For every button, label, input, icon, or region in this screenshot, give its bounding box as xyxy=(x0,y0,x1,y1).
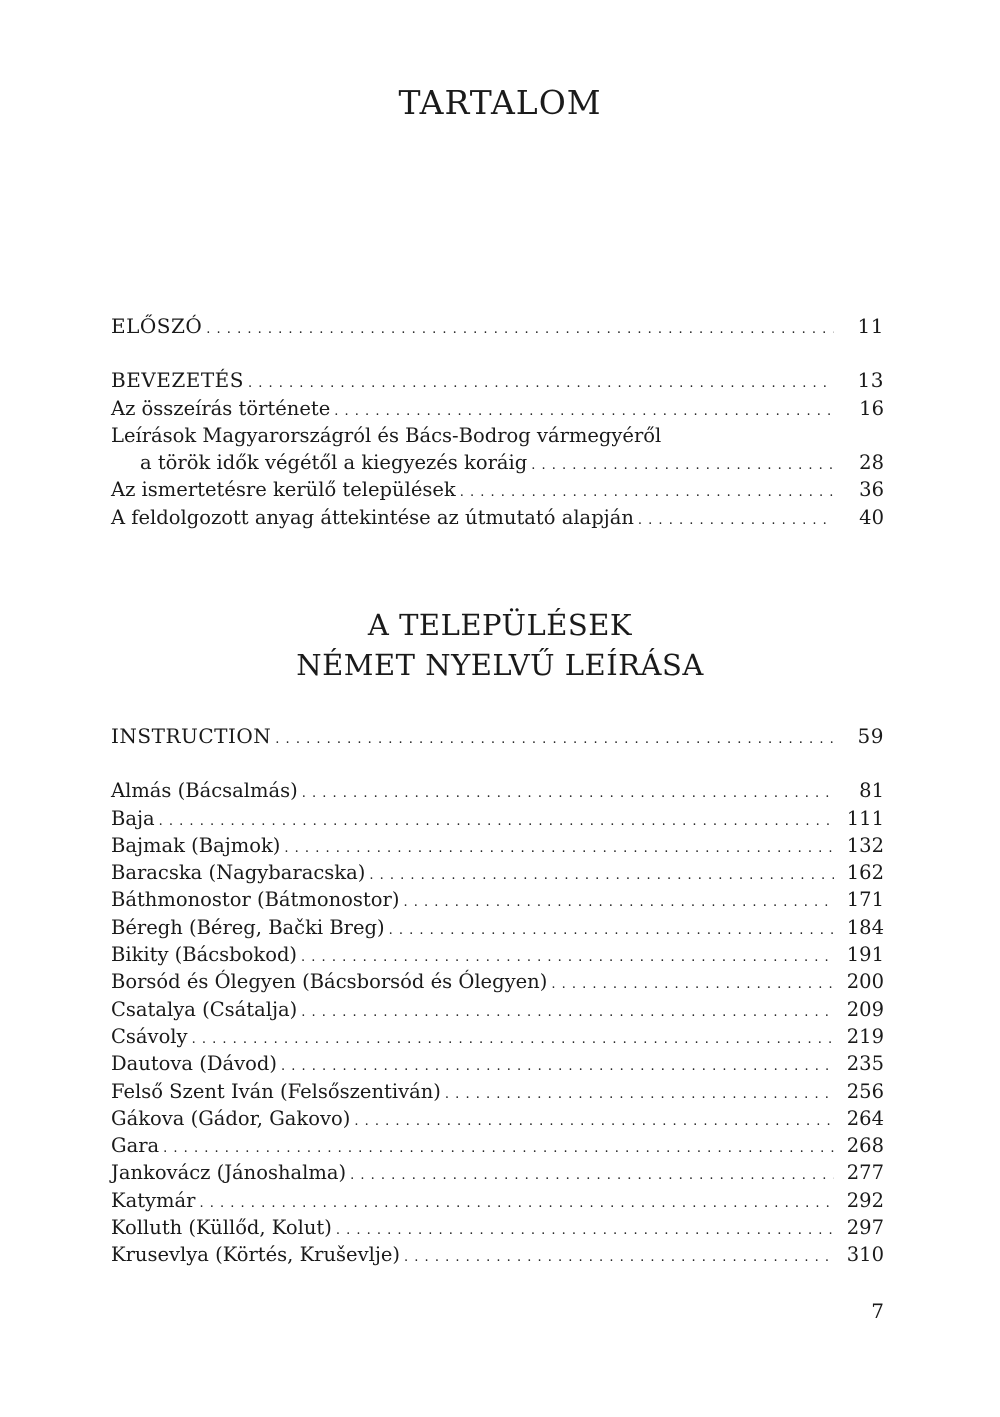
dot-leader xyxy=(404,1244,834,1271)
dot-leader xyxy=(551,971,834,998)
toc-entry-instruction[interactable] xyxy=(111,723,884,750)
toc-entry-label: Katymár xyxy=(111,1188,196,1212)
toc-entry-leirasok-line1[interactable] xyxy=(111,422,884,449)
dot-leader xyxy=(206,316,834,343)
toc-entry-page: 40 xyxy=(859,505,884,529)
toc-entry[interactable] xyxy=(111,886,884,913)
toc-entry-label: Az összeírás története xyxy=(111,396,331,420)
toc-entry-page: 310 xyxy=(846,1243,884,1267)
toc-entry[interactable] xyxy=(111,1241,884,1268)
toc-entry-page: 200 xyxy=(846,970,884,994)
toc-entry-label: Leírások Magyarországról és Bács-Bodrog vármegyéről xyxy=(111,423,662,447)
toc-entry-label: Baja xyxy=(111,806,155,830)
dot-leader xyxy=(281,1053,834,1080)
toc-entry-attekintes[interactable] xyxy=(111,504,884,531)
toc-entry-label: Gákova (Gádor, Gakovo) xyxy=(111,1106,351,1130)
toc-entry-label: A feldolgozott anyag áttekintése az útmutató alapján xyxy=(111,505,634,529)
dot-leader xyxy=(301,944,834,971)
toc-entry-label: Bajmak (Bajmok) xyxy=(111,833,281,857)
toc-entry-eloszo[interactable] xyxy=(111,313,884,340)
toc-entry-label: Baracska (Nagybaracska) xyxy=(111,861,366,885)
toc-entry-telepulesek[interactable] xyxy=(111,476,884,503)
toc-entry-label: Dautova (Dávod) xyxy=(111,1052,277,1076)
toc-entry[interactable] xyxy=(111,805,884,832)
toc-entry[interactable] xyxy=(111,1078,884,1105)
toc-entry-label: Báthmonostor (Bátmonostor) xyxy=(111,888,400,912)
dot-leader xyxy=(199,1190,834,1217)
dot-leader xyxy=(403,889,834,916)
toc-entry-label: Bikity (Bácsbokod) xyxy=(111,943,298,967)
toc-entry-label: Az ismertetésre kerülő települések xyxy=(111,478,456,502)
toc-entry-label: Jankovácz (Jánoshalma) xyxy=(111,1161,347,1185)
page-title: TARTALOM xyxy=(398,83,602,122)
toc-entry-page: 11 xyxy=(857,314,884,338)
section-title xyxy=(0,605,1000,685)
toc-entry-page: 256 xyxy=(846,1079,884,1103)
toc-entry-label: Kolluth (Küllőd, Kolut) xyxy=(111,1216,332,1240)
dot-leader xyxy=(350,1162,834,1189)
toc-entry-page: 16 xyxy=(859,396,884,420)
toc-intro xyxy=(111,313,884,531)
toc-settlements xyxy=(111,723,884,1269)
toc-entry[interactable] xyxy=(111,1105,884,1132)
toc-entry[interactable] xyxy=(111,832,884,859)
toc-entry-page: 81 xyxy=(859,779,884,803)
dot-leader xyxy=(354,1108,834,1135)
toc-entry-page: 209 xyxy=(846,997,884,1021)
dot-leader xyxy=(284,835,834,862)
toc-entry-page: 264 xyxy=(846,1106,884,1130)
toc-entry[interactable] xyxy=(111,1159,884,1186)
toc-entry[interactable] xyxy=(111,1050,884,1077)
toc-entry-label: Gara xyxy=(111,1134,160,1158)
dot-leader xyxy=(301,999,834,1026)
dot-leader xyxy=(445,1081,834,1108)
toc-entry-page: 13 xyxy=(857,368,884,393)
toc-entry-page: 277 xyxy=(846,1161,884,1185)
toc-entry-page: 292 xyxy=(846,1188,884,1212)
toc-entry-label: Csávoly xyxy=(111,1024,188,1048)
toc-entry[interactable] xyxy=(111,914,884,941)
toc-entry-osszeiras[interactable] xyxy=(111,395,884,422)
dot-leader xyxy=(248,370,834,397)
toc-entry-label: Borsód és Ólegyen (Bácsborsód és Ólegyen) xyxy=(111,970,548,994)
toc-entry[interactable] xyxy=(111,968,884,995)
section-title-line2: NÉMET NYELVŰ LEÍRÁSA xyxy=(296,648,704,682)
toc-entry-page: 28 xyxy=(859,451,884,475)
toc-entry-page: 36 xyxy=(859,478,884,502)
toc-entry-label: Almás (Bácsalmás) xyxy=(111,779,298,803)
toc-entry-page: 235 xyxy=(846,1052,884,1076)
toc-entry[interactable] xyxy=(111,1023,884,1050)
toc-entry[interactable] xyxy=(111,996,884,1023)
toc-entry-page: 268 xyxy=(846,1134,884,1158)
dot-leader xyxy=(531,452,834,479)
toc-entry-page: 171 xyxy=(846,888,884,912)
toc-entry[interactable] xyxy=(111,1214,884,1241)
toc-entry[interactable] xyxy=(111,1132,884,1159)
toc-entry-page: 132 xyxy=(846,833,884,857)
toc-entry-label: Csatalya (Csátalja) xyxy=(111,997,298,1021)
dot-leader xyxy=(302,780,834,807)
dot-leader xyxy=(389,917,834,944)
toc-entry-page: 219 xyxy=(846,1024,884,1048)
toc-entry[interactable] xyxy=(111,941,884,968)
dot-leader xyxy=(159,808,834,835)
toc-entry-label: Felső Szent Iván (Felsőszentiván) xyxy=(111,1079,441,1103)
toc-entry-leirasok-line2[interactable] xyxy=(111,449,884,476)
toc-entry-page: 191 xyxy=(846,943,884,967)
dot-leader xyxy=(336,1217,834,1244)
toc-entry[interactable] xyxy=(111,777,884,804)
dot-leader xyxy=(192,1026,834,1053)
toc-entry-label: BEVEZETÉS xyxy=(111,368,244,393)
settlement-list xyxy=(111,777,884,1268)
toc-entry-label: Krusevlya (Körtés, Kruševlje) xyxy=(111,1243,401,1267)
toc-entry-page: 162 xyxy=(846,861,884,885)
toc-entry-page: 111 xyxy=(846,806,884,830)
dot-leader xyxy=(334,398,834,425)
toc-entry-page: 59 xyxy=(857,724,884,748)
toc-entry-page: 184 xyxy=(846,915,884,939)
dot-leader xyxy=(275,726,834,753)
toc-entry-label: Béregh (Béreg, Bački Breg) xyxy=(111,915,385,939)
toc-entry-bevezetes[interactable] xyxy=(111,367,884,394)
toc-entry-label: INSTRUCTION xyxy=(111,724,272,748)
toc-entry[interactable] xyxy=(111,859,884,886)
dot-leader xyxy=(369,862,834,889)
dot-leader xyxy=(638,507,834,534)
toc-entry-label: ELŐSZÓ xyxy=(111,314,203,338)
toc-entry[interactable] xyxy=(111,1187,884,1214)
section-title-line1: A TELEPÜLÉSEK xyxy=(367,608,633,642)
page-number: 7 xyxy=(871,1299,884,1323)
dot-leader xyxy=(163,1135,834,1162)
toc-entry-page: 297 xyxy=(846,1216,884,1240)
toc-entry-label: a török idők végétől a kiegyezés koráig xyxy=(140,451,528,475)
dot-leader xyxy=(460,479,834,506)
